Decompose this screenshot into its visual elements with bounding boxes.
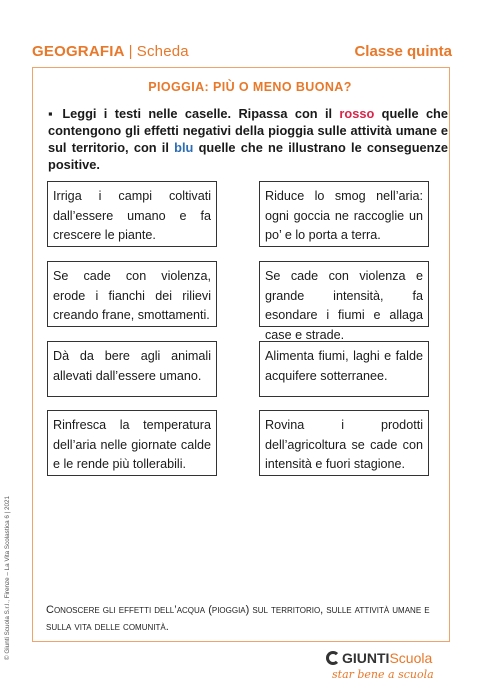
instructions-part-3: quelle che ne illustrano le conseguenze positive. xyxy=(48,140,448,172)
logo-tagline: star bene a scuola xyxy=(332,668,434,681)
logo-brand-b: Scuola xyxy=(389,650,433,666)
publisher-logo xyxy=(326,650,456,690)
statement-box-4[interactable]: Se cade con violenza e grande intensità, fa esondare i fiumi e allaga case e strade. xyxy=(259,261,429,327)
statement-box-5[interactable]: Dà da bere agli animali allevati dall’essere umano. xyxy=(47,341,217,397)
logo-brand xyxy=(342,650,432,666)
red-keyword: rosso xyxy=(339,106,375,121)
bullet-icon: ▪ xyxy=(48,106,57,121)
header-separator: | xyxy=(128,43,133,60)
blue-keyword: blu xyxy=(174,140,194,155)
statement-box-7[interactable]: Rinfresca la temperatura dell’aria nelle giornate calde e le rende più tollerabili. xyxy=(47,410,217,476)
giunti-g-icon xyxy=(326,651,340,665)
instructions-part-2: quelle che contengono gli effetti negativi della pioggia sulle attività umane e sul territorio, con il xyxy=(48,106,448,155)
instructions-part-1: Leggi i testi nelle caselle. Ripassa con il xyxy=(62,106,340,121)
learning-objective: Conoscere gli effetti dell’acqua (pioggia) sul territorio, sulle attività umane e sulla vita delle comunità. xyxy=(46,604,430,633)
sheet-kind: Scheda xyxy=(136,43,189,60)
worksheet-title: PIOGGIA: PIÙ O MENO BUONA? xyxy=(148,80,352,94)
grade-label: Classe quinta xyxy=(354,43,452,60)
logo-brand-a: GIUNTI xyxy=(342,650,390,666)
page-header xyxy=(32,43,452,65)
statement-box-2[interactable]: Riduce lo smog nell’aria: ogni goccia ne raccoglie un po’ e lo porta a terra. xyxy=(259,181,429,247)
statement-box-3[interactable]: Se cade con violenza, erode i fianchi dei rilievi creando frane, smottamenti. xyxy=(47,261,217,327)
subject-name: GEOGRAFIA xyxy=(32,43,125,60)
statement-box-1[interactable]: Irriga i campi coltivati dall’essere umano e fa crescere le piante. xyxy=(47,181,217,247)
subject-label xyxy=(32,43,189,60)
instructions xyxy=(48,105,448,173)
statement-box-8[interactable]: Rovina i prodotti dell’agricoltura se cade con intensità e fuori stagione. xyxy=(259,410,429,476)
statement-box-6[interactable]: Alimenta fiumi, laghi e falde acquifere sotterranee. xyxy=(259,341,429,397)
copyright-credit: © Giunti Scuola S.r.l., Firenze – La Vita Scolastica 6 | 2021 xyxy=(4,495,11,660)
